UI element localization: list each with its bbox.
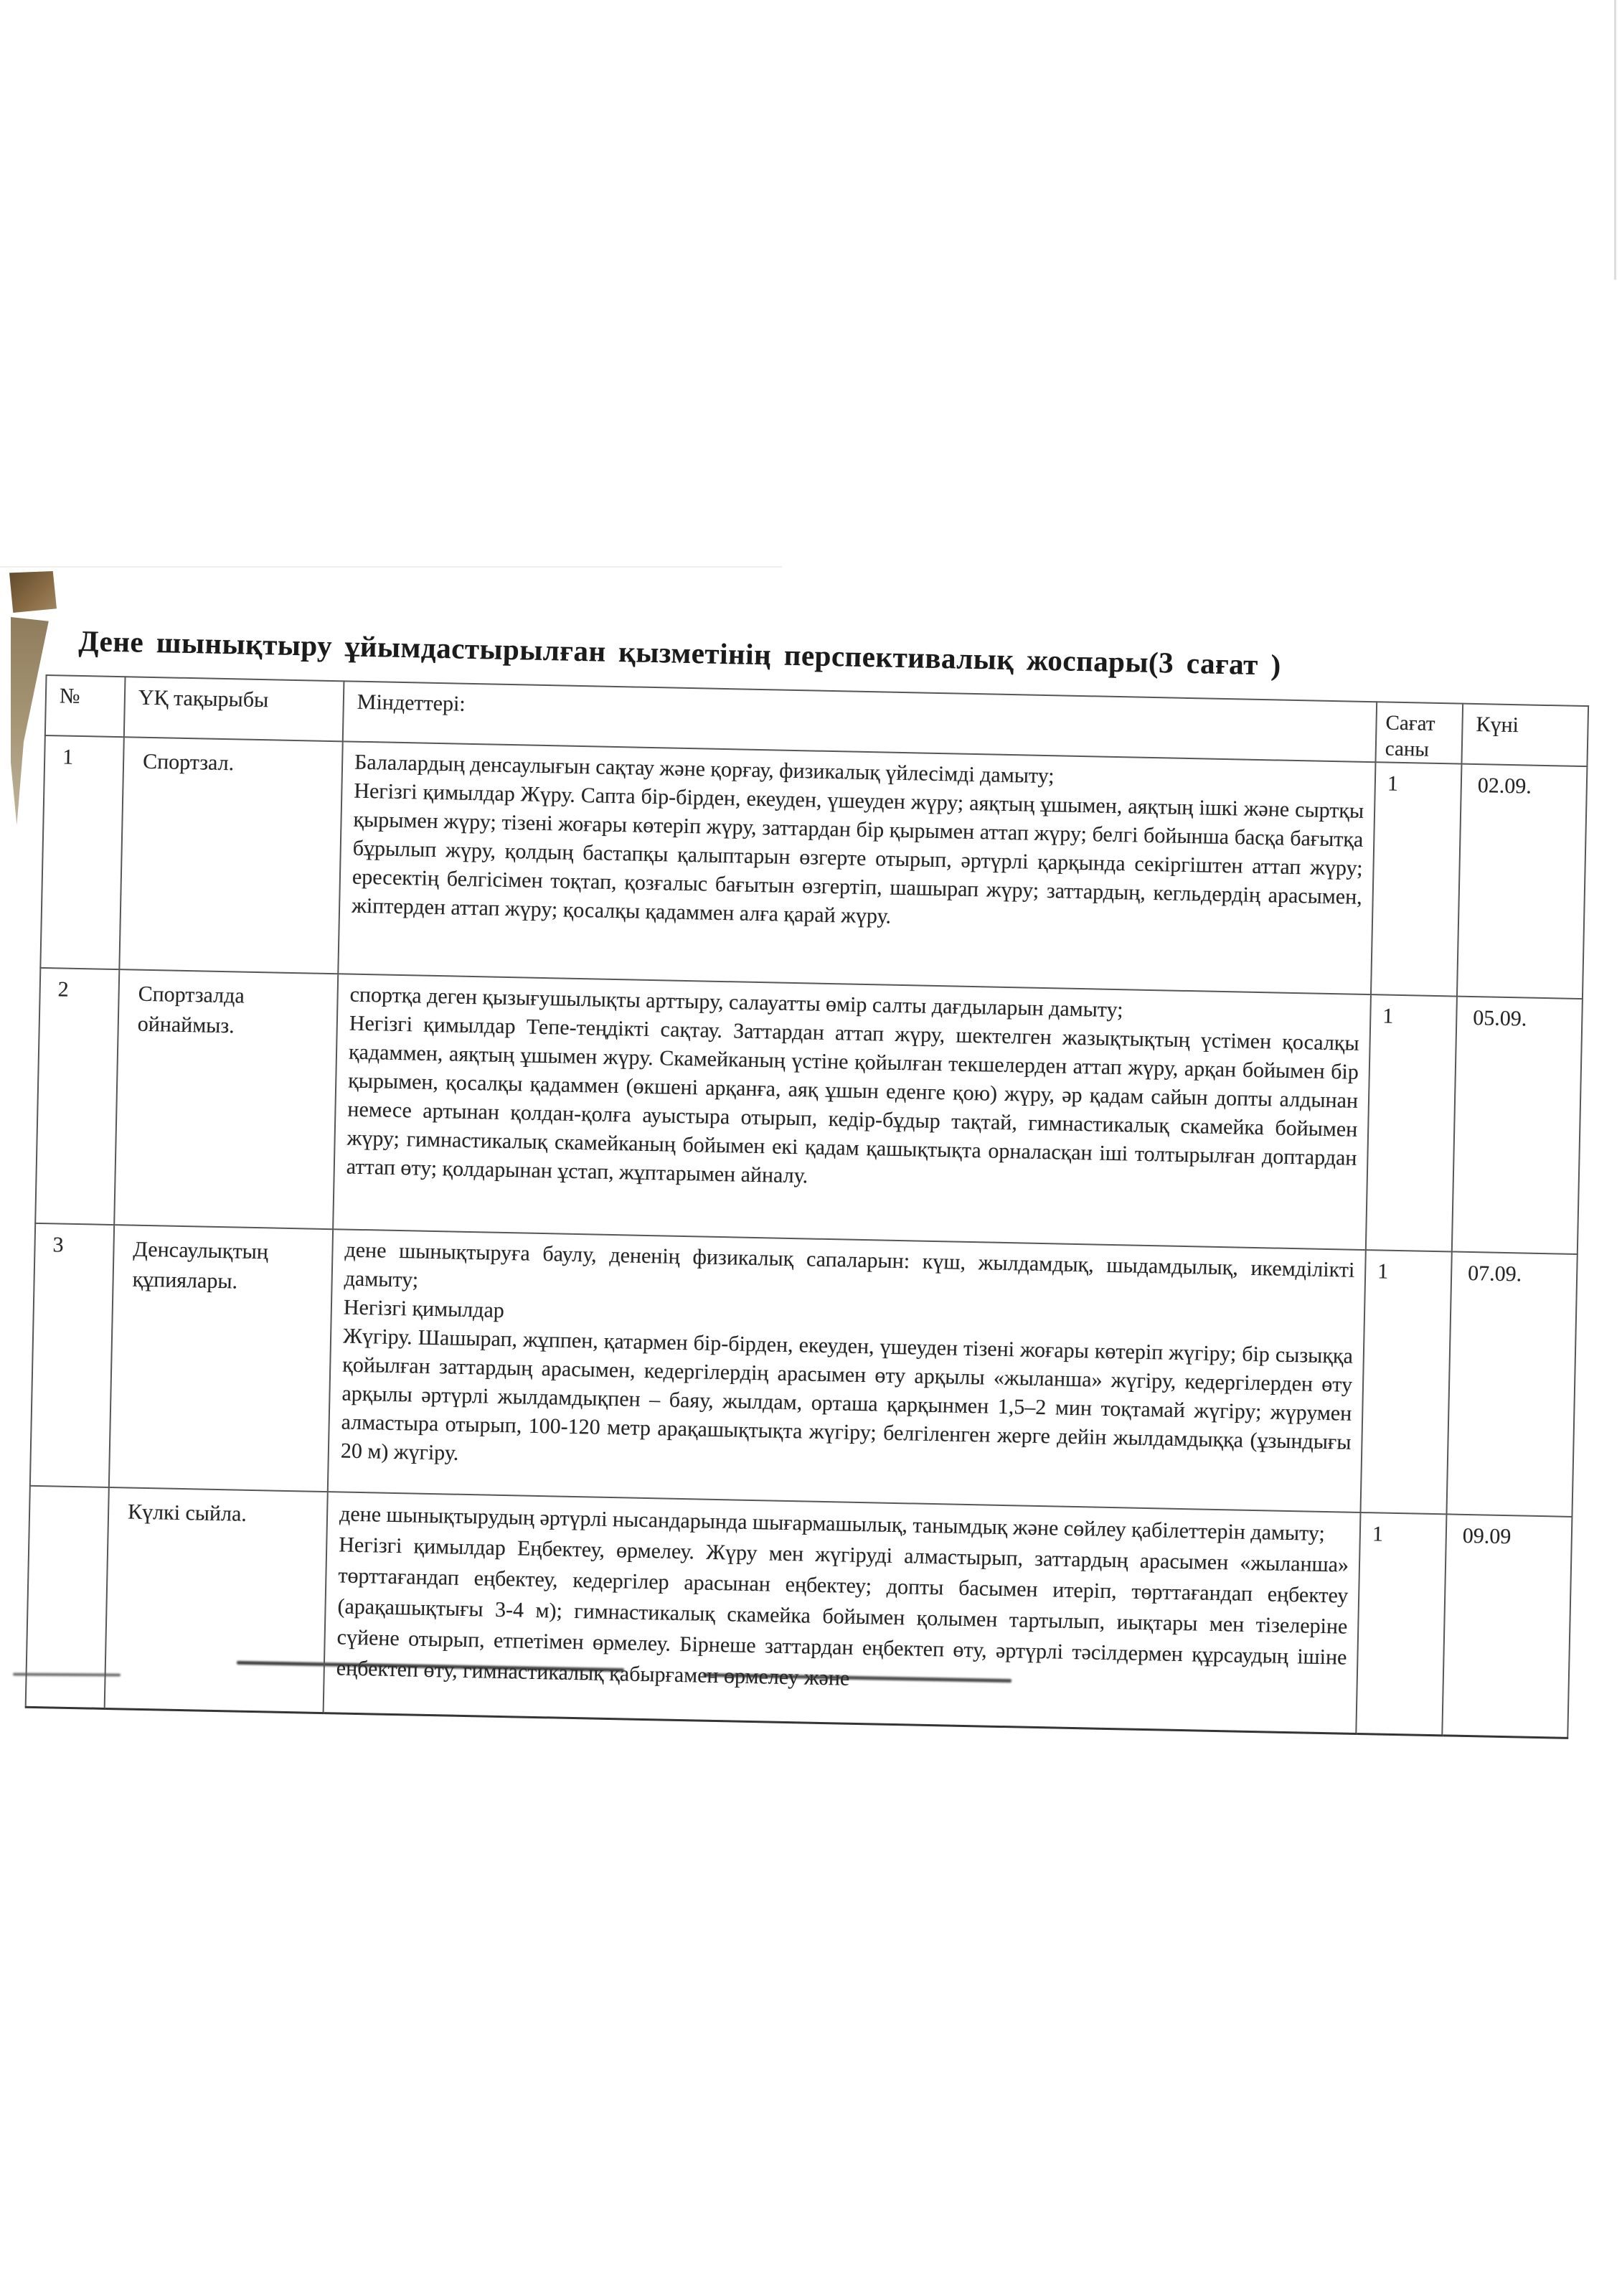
col-header-hours: Сағат саны [1375, 702, 1463, 763]
tasks-paragraph: Жүгіру. Шашырап, жұппен, қатармен бір-бірден, екеуден, үшеуден тізені жоғары көтеріп жүгіру; бір сызыққа қойылған заттардың арасымен, кедергілердің арасымен өту арқылы «жыланша» жүгіру, кедергілерден өту арқылы әртүрлі жылдамдықпен – баяу, жылдам, орташа қарқынмен 1,5–2 мин тоқтамай жүгіру; жүрумен алмастыра отырып, 100-120 метр арақашықтықта жүгіру; белгіленген жерге дейін жылдамдыққа (ұзындығы 20 м) жүгіру. [340, 1324, 1354, 1465]
tasks-paragraph: дене шынықтыруға баулу, дененің физикалық сапаларын: күш, жылдамдық, шыдамдылық, икемділікті дамыту; [344, 1238, 1355, 1292]
plan-table [25, 674, 1589, 1739]
row-topic: Спортзалда ойнаймыз. [114, 969, 338, 1229]
row-date: 07.09. [1446, 1251, 1577, 1516]
row-topic: Денсаулықтың құпиялары. [109, 1225, 333, 1492]
tasks-paragraph: дене шынықтырудың әртүрлі нысандарында шығармашылық, танымдық және сөйлеу қабілеттерін дамыту; [339, 1502, 1326, 1546]
row-number: 3 [30, 1223, 114, 1487]
row-date: 05.09. [1452, 997, 1583, 1254]
row-tasks [333, 974, 1371, 1250]
row-number [26, 1486, 109, 1709]
row-number: 1 [40, 735, 123, 969]
col-header-topic: ҮҚ тақырыбы [124, 677, 344, 741]
table-row [26, 1486, 1573, 1739]
row-topic: Спортзал. [119, 737, 342, 974]
row-hours: 1 [1366, 994, 1457, 1251]
scan-binding-artifact-dark [9, 571, 57, 613]
tasks-paragraph: спортқа деген қызығушылықты арттыру, салауатты өмір салты дағдыларын дамыту; [349, 982, 1123, 1022]
row-tasks [338, 741, 1375, 994]
table-row [35, 968, 1583, 1254]
row-number: 2 [35, 968, 119, 1225]
tasks-paragraph: Негізгі қимылдар [343, 1295, 505, 1322]
row-topic: Күлкі сыйла. [105, 1487, 328, 1713]
row-hours: 1 [1356, 1512, 1446, 1736]
col-header-tasks: Міндеттері: [343, 681, 1377, 762]
col-header-number: № [45, 675, 126, 737]
scan-right-edge-line [1614, 0, 1616, 280]
page-title: Дене шынықтыру ұйымдастырылған қызметінің перспективалық жоспары(3 сағат ) [78, 624, 1282, 682]
tasks-paragraph: Балалардың денсаулығын сақтау және қорғау, физикалық үйлесімді дамыту; [354, 750, 1055, 789]
row-hours: 1 [1360, 1250, 1451, 1514]
table-row [30, 1223, 1578, 1517]
col-header-date: Күні [1461, 704, 1588, 766]
row-date: 02.09. [1457, 764, 1587, 999]
document-content [25, 623, 1590, 1739]
row-tasks [324, 1492, 1361, 1733]
row-date: 09.09 [1442, 1514, 1572, 1738]
tasks-paragraph: Негізгі қимылдар Еңбектеу, өрмелеу. Жүру мен жүгіруді алмастырып, заттардың арасымен «жыланша» төрттағандап еңбектеу, кедергілер арасынан еңбектеу; допты басымен итеріп, төрттағандап еңбектеу (арақашықтығы 3-4 м); гимнастикалық скамейка бойымен қолымен тартылып, иықтары мен тізелеріне сүйене отырып, етпетімен өрмелеу. Бірнеше заттардан еңбектеп өту, әртүрлі тәсілдермен құрсаудың ішіне еңбектеп өту, гимнастикалық қабырғамен өрмелеу және [336, 1533, 1349, 1690]
row-hours: 1 [1371, 762, 1461, 996]
tasks-paragraph: Негізгі қимылдар Жүру. Сапта бір-бірден, екеуден, үшеуден жүру; аяқтың ұшымен, аяқтың ішкі және сыртқы қырымен жүру; тізені жоғары көтеріп жүру, заттардан бір қырымен аттап жүру; белгі бойынша басқа бағытқа бұрылып жүру, қолдың бастапқы қалыптарын өзгерте отырып, әртүрлі қарқында секіргіштен аттап жүру; ересектің белгісімен тоқтап, қозғалыс бағытын өзгертіп, шашырап жүру; заттардың, кегльдердің арасымен, жіптерден аттап жүру; қосалқы қадаммен алға қарай жүру. [351, 778, 1364, 928]
row-tasks [328, 1229, 1366, 1512]
scan-page-top-edge [0, 566, 782, 568]
table-row [40, 735, 1587, 999]
tasks-paragraph: Негізгі қимылдар Тепе-теңдікті сақтау. Заттардан аттап жүру, шектелген жазықтықтың үстімен қосалқы қадаммен, аяқтың ұшымен жүру. Скамейканың үстіне қойылған текшелерден аттап жүру, арқан бойымен бір қырымен, қосалқы қадаммен (өкшені арқанға, аяқ ұшын еденге қою) жүру, әр қадам сайын допты алдынан немесе артынан қолдан-қолға ауыстыра отырып, кедір-бұдыр тақтай, гимнастикалық скамейка бойымен жүру; гимнастикалық скамейканың бойымен екі қадам қашықтықта орналасқан іші толтырылған доптардан аттап өту; қолдарынан ұстап, жұптарымен айналу. [346, 1011, 1359, 1188]
